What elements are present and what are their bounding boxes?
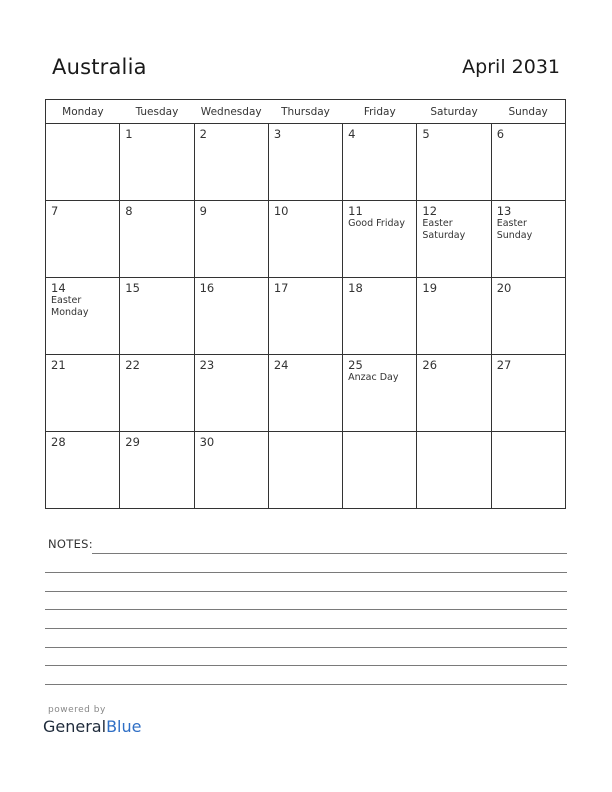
- weekday-header: Sunday: [491, 100, 565, 124]
- day-number: 26: [422, 358, 438, 372]
- day-number: 23: [199, 358, 215, 372]
- day-number: 24: [273, 358, 289, 372]
- day-number: 9: [199, 204, 207, 218]
- generalblue-logo[interactable]: [43, 717, 141, 736]
- day-number: 25: [348, 358, 363, 372]
- day-cell: [46, 432, 120, 509]
- day-number: 17: [273, 281, 289, 295]
- day-number: 4: [348, 127, 356, 141]
- country-title: Australia: [52, 55, 147, 79]
- day-cell: [343, 278, 417, 355]
- week-row: [46, 278, 566, 355]
- day-cell: [194, 355, 268, 432]
- day-cell: [417, 278, 491, 355]
- notes-line: [45, 609, 567, 610]
- weekday-header: Thursday: [268, 100, 342, 124]
- holiday-label: Easter Monday: [51, 295, 89, 318]
- day-cell: [343, 432, 417, 509]
- day-cell: [46, 278, 120, 355]
- week-row: [46, 124, 566, 201]
- notes-line: [45, 628, 567, 629]
- day-number: 28: [51, 435, 66, 449]
- notes-line: [45, 591, 567, 592]
- day-number: 22: [125, 358, 140, 372]
- day-number: 11: [348, 204, 363, 218]
- day-number: 18: [348, 281, 363, 295]
- day-cell: [194, 201, 268, 278]
- week-row: [46, 201, 566, 278]
- day-cell: [46, 355, 120, 432]
- day-cell: [417, 355, 491, 432]
- weekday-header: Friday: [343, 100, 417, 124]
- day-number: 10: [273, 204, 289, 218]
- day-cell: [343, 201, 417, 278]
- day-cell: [268, 355, 342, 432]
- notes-line: [45, 572, 567, 573]
- day-cell: [491, 201, 565, 278]
- weekday-header-row: [46, 100, 566, 124]
- day-cell: [46, 124, 120, 201]
- day-number: 14: [51, 281, 66, 295]
- weekday-header: Tuesday: [120, 100, 194, 124]
- day-number: 3: [273, 127, 282, 141]
- day-cell: [268, 124, 342, 201]
- weekday-header: Saturday: [417, 100, 491, 124]
- brand-general-text: General: [43, 717, 107, 736]
- weekday-header: Monday: [46, 100, 120, 124]
- notes-line: [45, 665, 567, 666]
- day-number: 15: [125, 281, 140, 295]
- holiday-label: Anzac Day: [348, 372, 399, 383]
- week-row: [46, 432, 566, 509]
- day-cell: [343, 355, 417, 432]
- day-cell: [268, 432, 342, 509]
- day-number: 7: [51, 204, 59, 218]
- day-cell: [417, 124, 491, 201]
- holiday-label: Easter Saturday: [422, 218, 466, 241]
- weekday-header: Wednesday: [194, 100, 268, 124]
- day-cell: [46, 201, 120, 278]
- day-number: 21: [51, 358, 66, 372]
- day-cell: [268, 201, 342, 278]
- day-number: 30: [199, 435, 215, 449]
- day-cell: [120, 355, 194, 432]
- day-cell: [120, 278, 194, 355]
- day-cell: [194, 124, 268, 201]
- day-cell: [194, 432, 268, 509]
- day-number: 13: [496, 204, 512, 218]
- notes-line: [92, 553, 567, 554]
- holiday-label: Good Friday: [348, 218, 405, 229]
- day-cell: [120, 201, 194, 278]
- day-cell: [268, 278, 342, 355]
- holiday-label: Easter Sunday: [496, 218, 533, 241]
- day-cell: [343, 124, 417, 201]
- day-number: 5: [422, 127, 430, 141]
- day-number: 8: [125, 204, 133, 218]
- day-cell: [120, 432, 194, 509]
- day-number: 20: [496, 281, 512, 295]
- month-year-title: April 2031: [462, 56, 560, 78]
- day-cell: [120, 124, 194, 201]
- day-cell: [491, 432, 565, 509]
- day-number: 2: [199, 127, 207, 141]
- day-cell: [417, 201, 491, 278]
- day-cell: [194, 278, 268, 355]
- week-row: [46, 355, 566, 432]
- powered-by-text: powered by: [48, 705, 106, 715]
- brand-blue-text: Blue: [106, 717, 142, 736]
- day-cell: [417, 432, 491, 509]
- day-number: 12: [422, 204, 438, 218]
- day-number: 19: [422, 281, 438, 295]
- notes-label: NOTES:: [48, 537, 93, 551]
- notes-line: [45, 647, 567, 648]
- day-cell: [491, 278, 565, 355]
- notes-line: [45, 684, 567, 685]
- day-number: 16: [199, 281, 215, 295]
- day-cell: [491, 355, 565, 432]
- day-number: 6: [496, 127, 505, 141]
- calendar-grid: [45, 99, 566, 509]
- day-number: 29: [125, 435, 140, 449]
- day-number: 1: [125, 127, 133, 141]
- day-cell: [491, 124, 565, 201]
- day-number: 27: [496, 358, 512, 372]
